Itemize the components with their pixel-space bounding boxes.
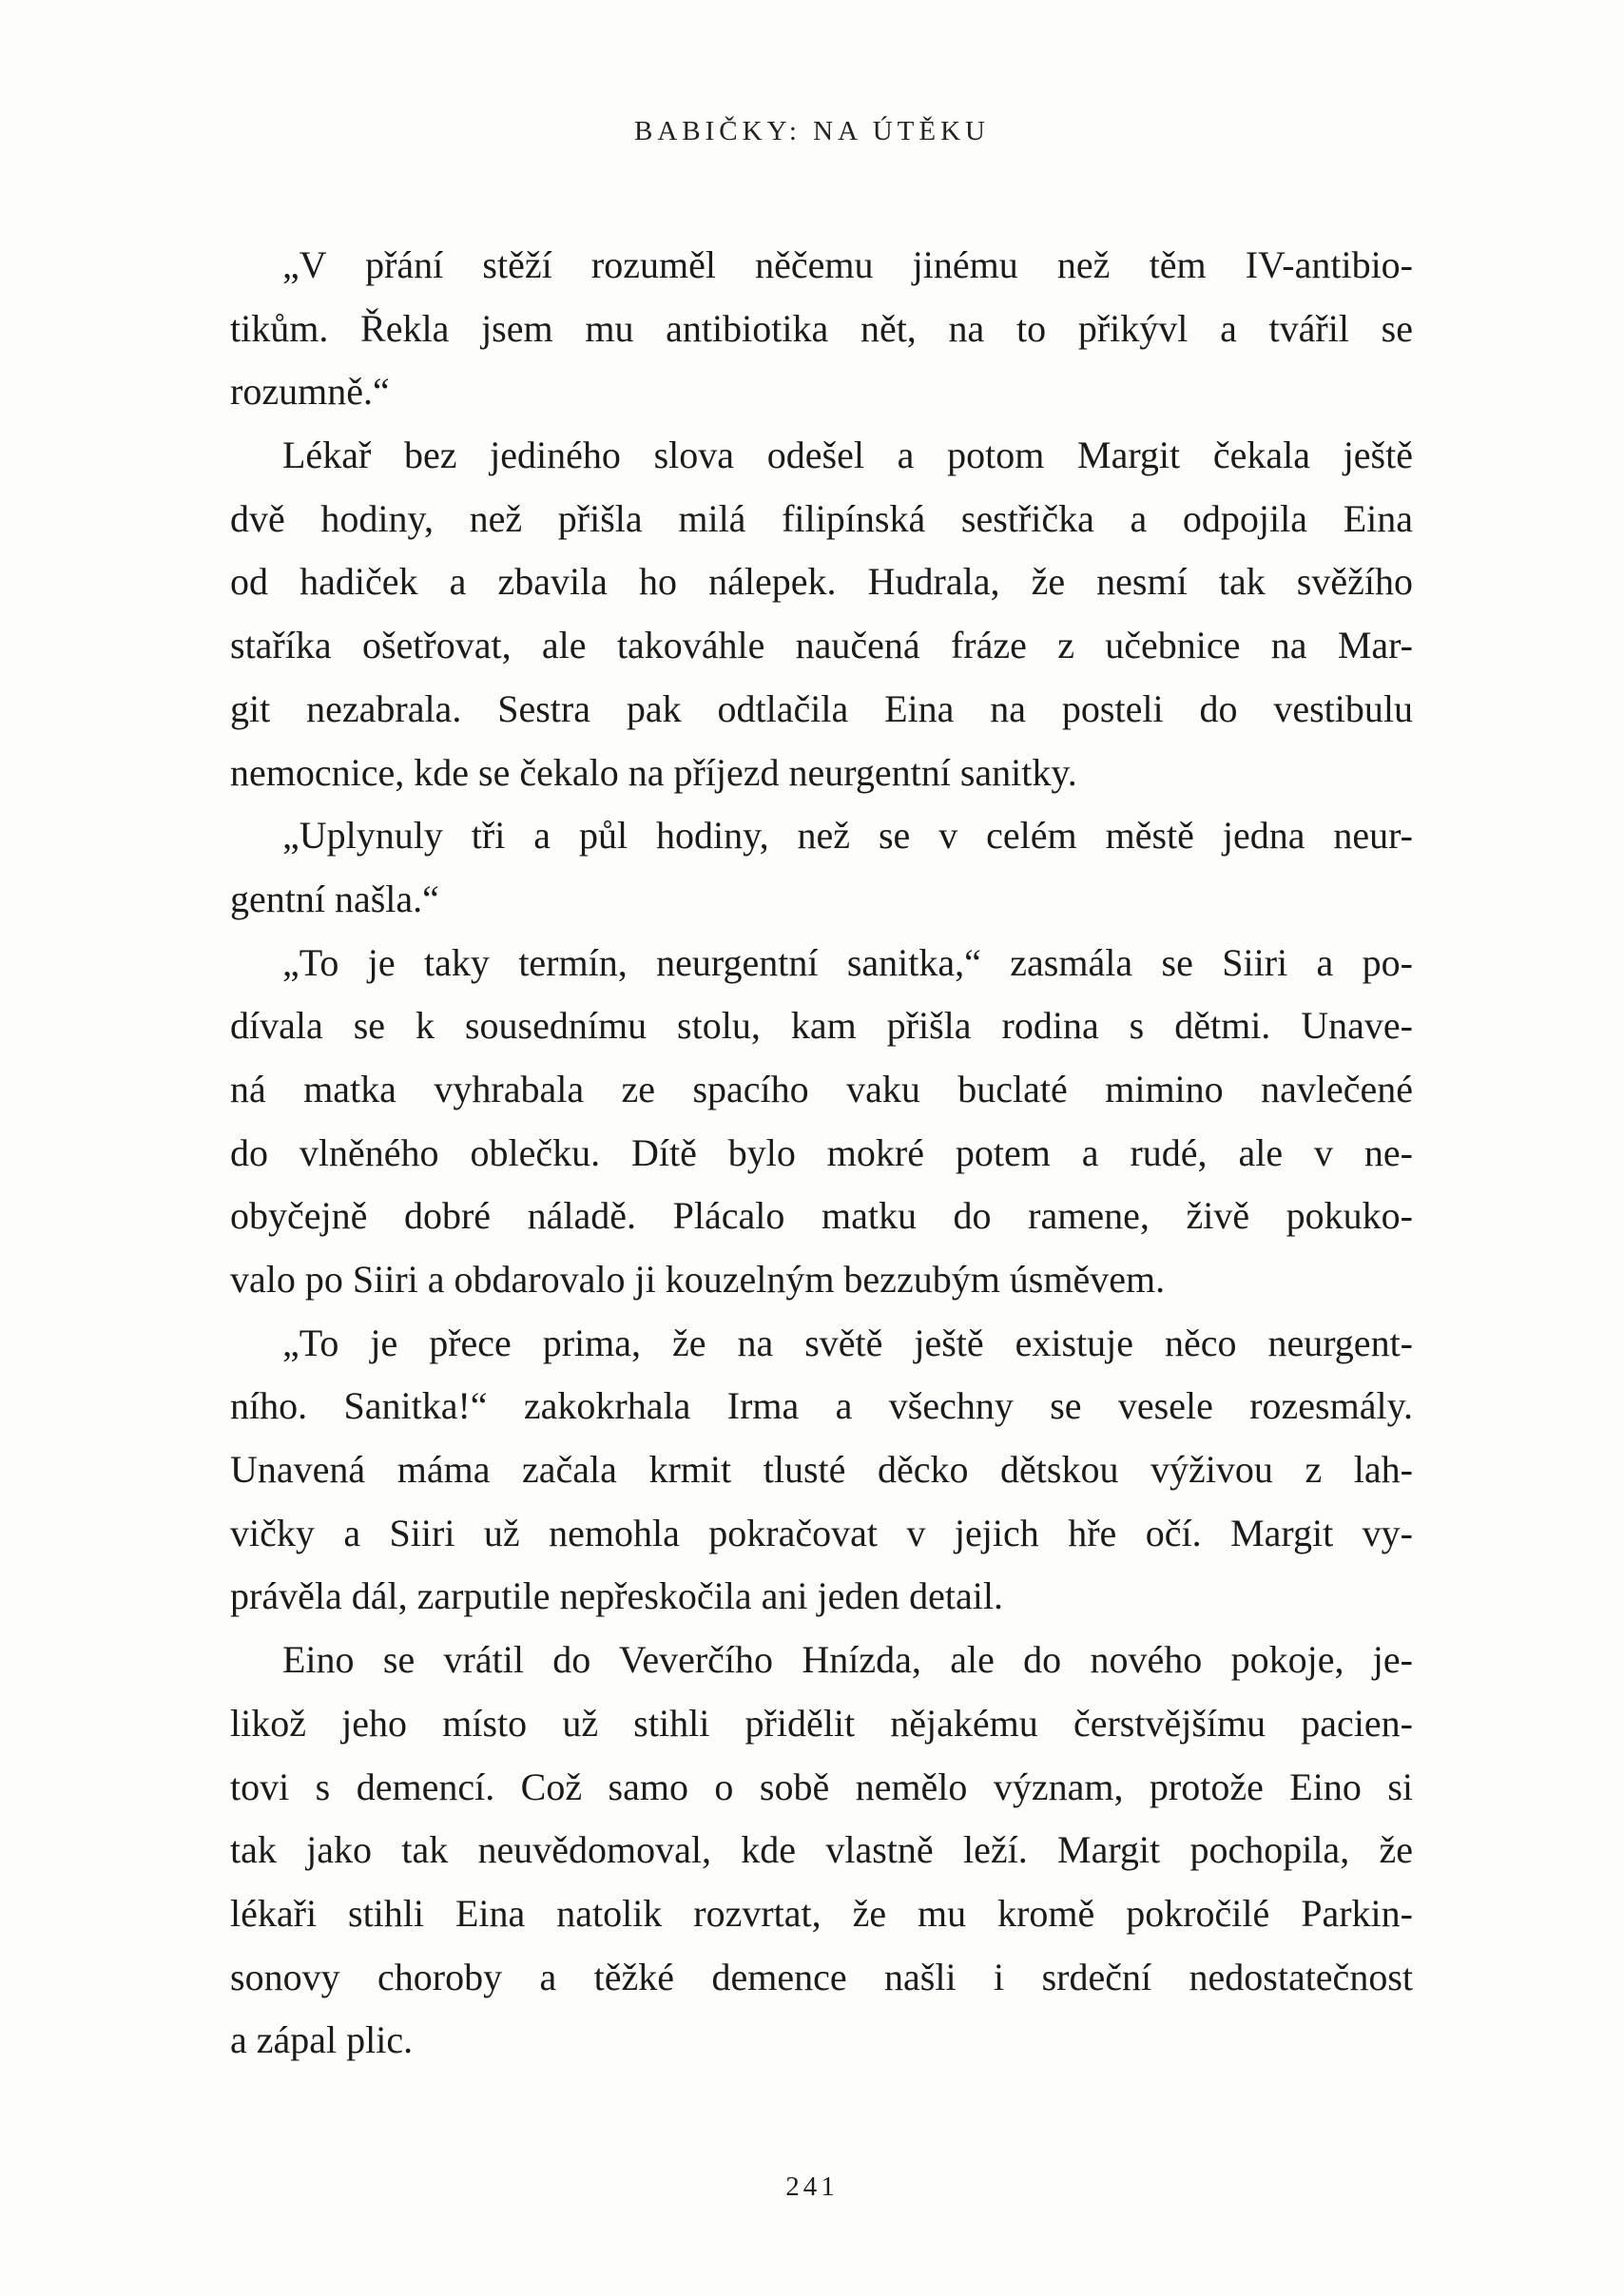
text-line: od hadiček a zbavila ho nálepek. Hudrala, že nesmí tak svěžího (230, 560, 1413, 604)
paragraph (230, 1312, 1413, 1629)
text-line: Unavená máma začala krmit tlusté děcko dětskou výživou z lah- (230, 1448, 1413, 1492)
text-line: ního. Sanitka!“ zakokrhala Irma a všechny se vesele rozesmály. (230, 1384, 1413, 1428)
page-number: 241 (785, 2171, 839, 2202)
paragraph (230, 932, 1413, 1312)
text-line: staříka ošetřovat, ale takováhle naučená fráze z učebnice na Mar- (230, 624, 1413, 667)
text-line: „Uplynuly tři a půl hodiny, než se v celém městě jedna neur- (282, 814, 1413, 858)
text-line: Eino se vrátil do Veverčího Hnízda, ale do nového pokoje, je- (282, 1638, 1413, 1682)
text-line: tovi s demencí. Což samo o sobě nemělo význam, protože Eino si (230, 1765, 1413, 1808)
text-line: tikům. Řekla jsem mu antibiotika nět, na to přikývl a tvářil se (230, 306, 1413, 350)
text-line: „To je taky termín, neurgentní sanitka,“ zasmála se Siiri a po- (282, 940, 1413, 984)
text-line: Lékař bez jediného slova odešel a potom Margit čekala ještě (282, 434, 1413, 477)
text-line: tak jako tak neuvědomoval, kde vlastně leží. Margit pochopila, že (230, 1828, 1413, 1872)
paragraph (230, 234, 1413, 424)
text-line: valo po Siiri a obdarovalo ji kouzelným bezzubým úsměvem. (230, 1258, 1166, 1301)
text-line: sonovy choroby a těžké demence našli i srdeční nedostatečnost (230, 1955, 1413, 1998)
text-line: „V přání stěží rozuměl něčemu jinému než těm IV-antibio- (282, 243, 1413, 286)
text-line: vičky a Siiri už nemohla pokračovat v jejich hře očí. Margit vy- (230, 1511, 1413, 1554)
paragraph (230, 424, 1413, 804)
text-line: obyčejně dobré náladě. Plácalo matku do ramene, živě pokuko- (230, 1194, 1413, 1238)
running-header: BABIČKY: NA ÚTĚKU (634, 116, 990, 146)
body-text (230, 234, 1413, 2073)
text-line: nemocnice, kde se čekalo na příjezd neurgentní sanitky. (230, 750, 1077, 794)
text-line: git nezabrala. Sestra pak odtlačila Eina na posteli do vestibulu (230, 686, 1413, 730)
text-line: dívala se k sousednímu stolu, kam přišla rodina s dětmi. Unave- (230, 1004, 1413, 1048)
paragraph (230, 804, 1413, 931)
text-line: gentní našla.“ (230, 877, 439, 920)
text-line: lékaři stihli Eina natolik rozvrtat, že mu kromě pokročilé Parkin- (230, 1891, 1413, 1935)
text-line: a zápal plic. (230, 2018, 414, 2062)
text-line: ná matka vyhrabala ze spacího vaku buclaté mimino navlečené (230, 1067, 1413, 1110)
text-line: „To je přece prima, že na světě ještě existuje něco neurgent- (282, 1321, 1413, 1364)
text-line: do vlněného oblečku. Dítě bylo mokré potem a rudé, ale v ne- (230, 1130, 1413, 1174)
text-line: rozumně.“ (230, 370, 390, 414)
text-line: dvě hodiny, než přišla milá filipínská sestřička a odpojila Eina (230, 496, 1413, 540)
text-line: likož jeho místo už stihli přidělit nějakému čerstvějšímu pacien- (230, 1701, 1413, 1745)
text-line: právěla dál, zarputile nepřeskočila ani jeden detail. (230, 1574, 1003, 1618)
paragraph (230, 1629, 1413, 2073)
